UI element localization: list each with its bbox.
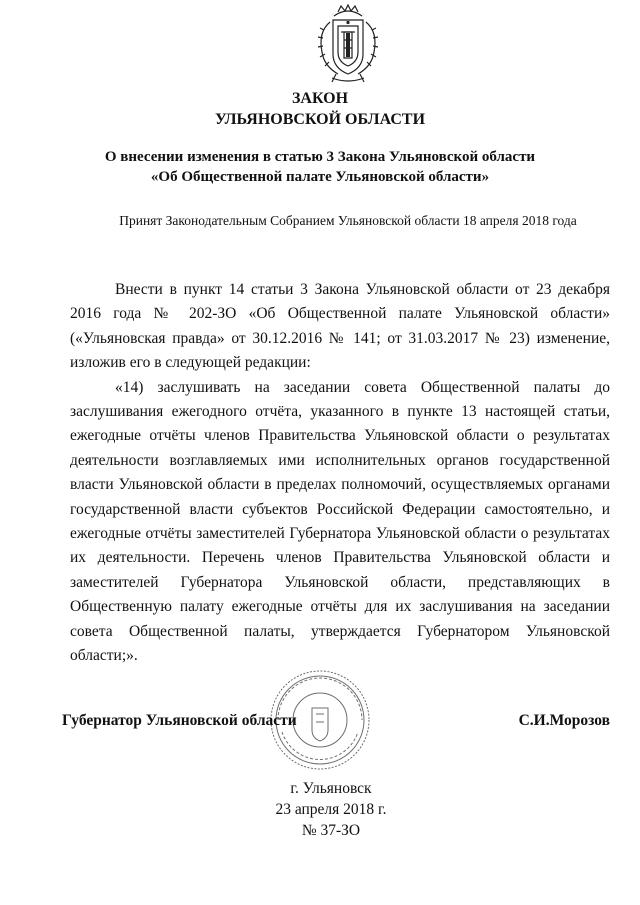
city: г. Ульяновск xyxy=(290,780,372,797)
document-footer xyxy=(0,778,640,841)
adoption-statement: Принят Законодательным Собранием Ульяновской области 18 апреля 2018 года xyxy=(119,213,577,228)
amendment-intro-paragraph: Внести в пункт 14 статьи 3 Закона Ульяновской области от 23 декабря 2016 года № 202-ЗО «Об Общественной палате Ульяновской области» («Ульяновская правда» от 30.12.2016 № 141; от 31.03.2017 № 23) изменение, изложив его в следующей редакции: xyxy=(70,281,610,372)
law-subtitle xyxy=(0,147,640,187)
law-title xyxy=(0,88,640,130)
law-title-line2: УЛЬЯНОВСКОЙ ОБЛАСТИ xyxy=(214,111,426,128)
signatory-name: С.И.Морозов xyxy=(518,712,610,729)
signatory-position: Губернатор Ульяновской области xyxy=(62,712,297,729)
law-body xyxy=(70,278,610,669)
signing-date: 23 апреля 2018 г. xyxy=(275,801,387,818)
law-title-line1: ЗАКОН xyxy=(291,90,349,107)
amendment-text-paragraph: «14) заслушивать на заседании совета Общественной палаты до заслушивания ежегодного отчёта, указанного в пункте 13 настоящей статьи, ежегодные отчёты членов Правительства Ульяновской области о результатах деятельности возглавляемых ими исполнительных органов государственной власти Ульяновской области в пределах полномочий, осуществляемых органами государственной власти субъектов Российской Федерации самостоятельно, и ежегодные отчёты заместителей Губернатора Ульяновской области о результатах их деятельности. Перечень членов Правительства Ульяновской области и заместителей Губернатора Ульяновской области, представляющих в Общественную палату ежегодные отчёты для их заслушивания на заседании совета Общественной палаты, утверждается Губернатором Ульяновской области;». xyxy=(70,378,610,665)
law-subtitle-line2: «Об Общественной палате Ульяновской области» xyxy=(150,169,490,185)
coat-of-arms-icon xyxy=(308,2,388,86)
law-number: № 37-ЗО xyxy=(301,822,361,839)
law-subtitle-line1: О внесении изменения в статью 3 Закона Ульяновской области xyxy=(104,149,536,165)
